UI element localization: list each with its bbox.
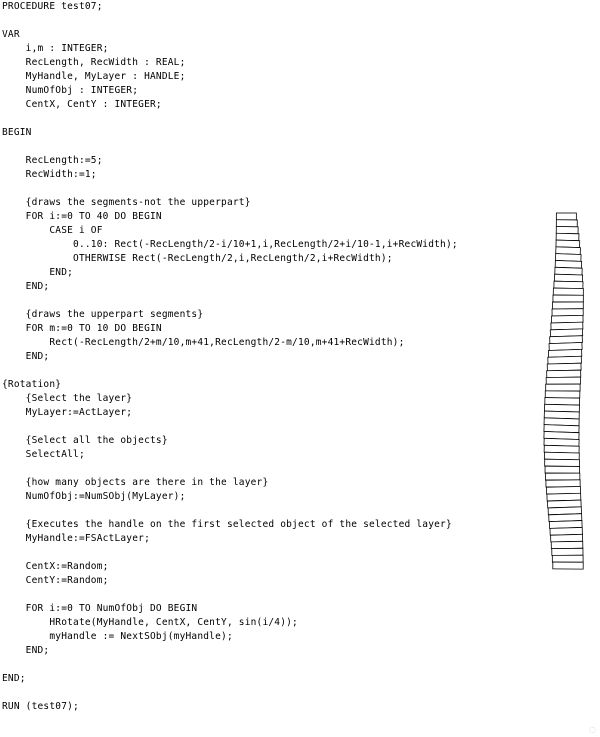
code-line: {how many objects are there in the layer} xyxy=(2,477,269,488)
segment-rect xyxy=(552,309,583,316)
code-line: BEGIN xyxy=(2,127,32,138)
code-line: NumOfObj:=NumSObj(MyLayer); xyxy=(2,491,186,502)
code-line: RUN (test07); xyxy=(2,701,79,712)
code-line xyxy=(2,588,542,602)
code-line: RecLength, RecWidth : REAL; xyxy=(2,57,186,68)
code-line: MyLayer:=ActLayer; xyxy=(2,407,133,418)
code-line xyxy=(2,420,542,434)
segment-rect xyxy=(545,459,580,466)
corner-mark-icon: ◌ xyxy=(589,725,596,734)
segment-rect xyxy=(546,487,580,494)
code-line: CentX:=Random; xyxy=(2,561,109,572)
segment-rect xyxy=(556,233,579,240)
code-line: RecLength:=5; xyxy=(2,155,103,166)
code-line xyxy=(2,504,542,518)
segment-rect xyxy=(547,370,581,377)
segment-rect xyxy=(556,227,578,234)
code-line xyxy=(2,182,542,196)
code-line xyxy=(2,462,542,476)
code-line: Rect(-RecLength/2+m/10,m+41,RecLength/2-m/10,m+41+RecWidth); xyxy=(2,337,405,348)
code-line: END; xyxy=(2,281,50,292)
segment-rect xyxy=(556,213,576,220)
segment-rect xyxy=(545,391,580,398)
segment-rect xyxy=(546,384,580,391)
code-line: CentY:=Random; xyxy=(2,575,109,586)
code-line: PROCEDURE test07; xyxy=(2,1,103,12)
segment-rect xyxy=(544,445,579,453)
code-line: i,m : INTEGER; xyxy=(2,43,109,54)
code-line: MyHandle, MyLayer : HANDLE; xyxy=(2,71,186,82)
segment-rect xyxy=(546,377,580,384)
code-line: {draws the upperpart segments} xyxy=(2,309,204,320)
segment-rect xyxy=(556,220,577,227)
stacked-rectangles-figure xyxy=(540,205,590,575)
segment-rect xyxy=(552,555,583,562)
segment-rect xyxy=(551,534,583,542)
segment-rect xyxy=(554,274,582,282)
code-line xyxy=(2,364,542,378)
code-line xyxy=(2,14,542,28)
code-line: FOR m:=0 TO 10 DO BEGIN xyxy=(2,323,162,334)
segment-rect xyxy=(547,363,581,371)
code-line: END; xyxy=(2,351,50,362)
code-line xyxy=(2,112,542,126)
segment-rect xyxy=(553,302,584,309)
segment-rect xyxy=(553,288,583,295)
code-line xyxy=(2,686,542,700)
code-line xyxy=(2,294,542,308)
code-line: MyHandle:=FSActLayer; xyxy=(2,533,150,544)
code-line: END; xyxy=(2,645,50,656)
segment-rect xyxy=(555,260,582,268)
segment-rect xyxy=(553,562,583,569)
code-line: {Select all the objects} xyxy=(2,435,168,446)
code-line: FOR i:=0 TO 40 DO BEGIN xyxy=(2,211,162,222)
code-line: END; xyxy=(2,267,74,278)
code-line: {Executes the handle on the first selected object of the selected layer} xyxy=(2,519,452,530)
segment-rect xyxy=(556,247,581,255)
segment-rect xyxy=(555,267,582,275)
segment-rect xyxy=(554,281,583,288)
code-line: END; xyxy=(2,673,26,684)
segment-rect xyxy=(545,473,579,480)
code-line xyxy=(2,658,542,672)
code-line: HRotate(MyHandle, CentX, CentY, sin(i/4)); xyxy=(2,617,298,628)
code-line: {Rotation} xyxy=(2,379,62,390)
code-line xyxy=(2,140,542,154)
segment-rect xyxy=(544,404,579,412)
segment-rect xyxy=(546,480,580,487)
segment-rect xyxy=(552,548,583,555)
code-line: SelectAll; xyxy=(2,449,85,460)
segment-rect xyxy=(551,541,583,548)
segment-rect xyxy=(551,315,583,322)
segment-rect xyxy=(550,527,582,535)
segment-rect xyxy=(556,240,580,248)
code-listing xyxy=(2,0,542,737)
segment-rect xyxy=(545,398,580,405)
code-line xyxy=(2,546,542,560)
code-line: CASE i OF xyxy=(2,225,103,236)
code-line: OTHERWISE Rect(-RecLength/2,i,RecLength/2,i+RecWidth); xyxy=(2,253,393,264)
code-line: myHandle := NextSObj(myHandle); xyxy=(2,631,233,642)
code-line: {Select the layer} xyxy=(2,393,133,404)
segment-rect xyxy=(545,466,580,473)
code-line: {draws the segments-not the upperpart} xyxy=(2,197,251,208)
segment-rect xyxy=(553,295,583,302)
code-line: NumOfObj : INTEGER; xyxy=(2,85,139,96)
segment-rect xyxy=(544,452,579,460)
code-line: CentX, CentY : INTEGER; xyxy=(2,99,162,110)
code-line: FOR i:=0 TO NumOfObj DO BEGIN xyxy=(2,603,198,614)
code-line: VAR xyxy=(2,29,20,40)
code-line: 0..10: Rect(-RecLength/2-i/10+1,i,RecLength/2+i/10-1,i+RecWidth); xyxy=(2,239,458,250)
code-line: RecWidth:=1; xyxy=(2,169,97,180)
